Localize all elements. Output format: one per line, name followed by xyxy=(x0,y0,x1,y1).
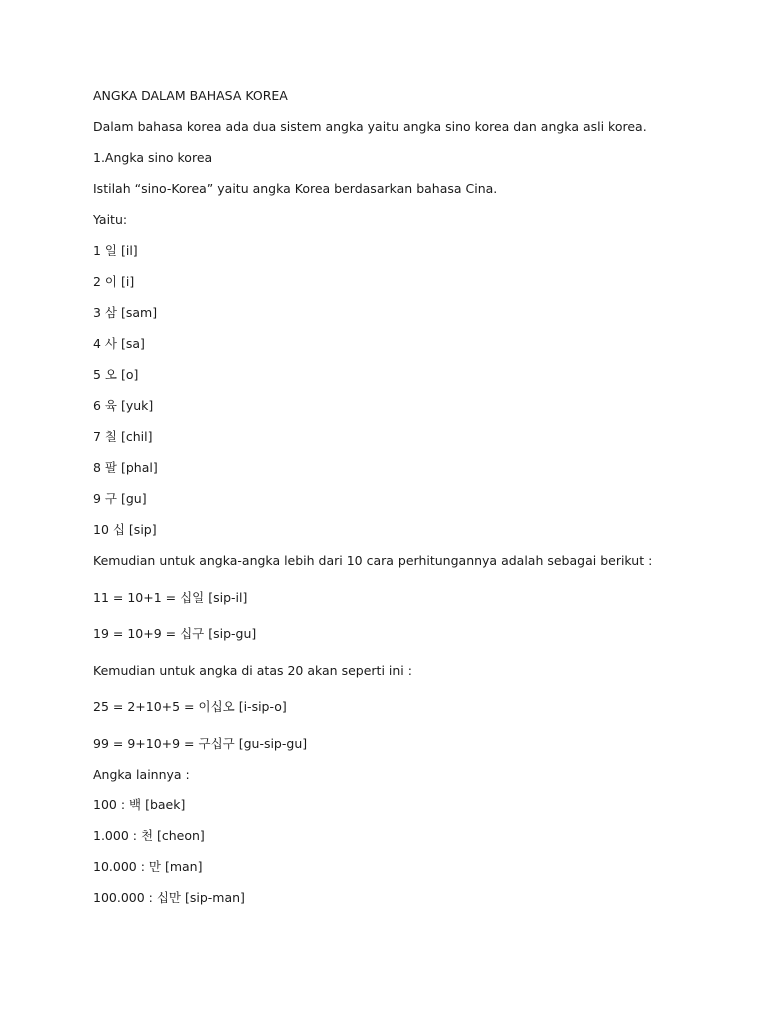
section-heading: 1.Angka sino korea xyxy=(93,150,213,165)
definition-paragraph: Istilah “sino-Korea” yaitu angka Korea berdasarkan bahasa Cina. xyxy=(93,181,498,196)
document-title: ANGKA DALAM BAHASA KOREA xyxy=(93,88,288,103)
list-intro: Angka lainnya : xyxy=(93,767,190,782)
number-entry: 10 십 [sip] xyxy=(93,522,157,537)
number-entry: 5 오 [o] xyxy=(93,367,139,382)
number-entry: 19 = 10+9 = 십구 [sip-gu] xyxy=(93,626,257,641)
number-entry: 2 이 [i] xyxy=(93,274,135,289)
number-entry: 99 = 9+10+9 = 구십구 [gu-sip-gu] xyxy=(93,736,308,751)
number-entry: 6 육 [yuk] xyxy=(93,398,154,413)
number-entry: 3 삼 [sam] xyxy=(93,305,158,320)
number-entry: 8 팔 [phal] xyxy=(93,460,158,475)
number-entry: 25 = 2+10+5 = 이십오 [i-sip-o] xyxy=(93,699,287,714)
number-entry: 10.000 : 만 [man] xyxy=(93,859,203,874)
number-entry: 4 사 [sa] xyxy=(93,336,145,351)
number-entry: 100.000 : 십만 [sip-man] xyxy=(93,890,245,905)
intro-paragraph: Dalam bahasa korea ada dua sistem angka yaitu angka sino korea dan angka asli korea. xyxy=(93,119,647,134)
explanation-paragraph: Kemudian untuk angka-angka lebih dari 10 cara perhitungannya adalah sebagai berikut : xyxy=(93,553,653,568)
number-entry: 11 = 10+1 = 십일 [sip-il] xyxy=(93,590,248,605)
number-entry: 1 일 [il] xyxy=(93,243,138,258)
list-intro: Yaitu: xyxy=(93,212,128,227)
number-entry: 7 칠 [chil] xyxy=(93,429,153,444)
number-entry: 100 : 백 [baek] xyxy=(93,797,186,812)
number-entry: 9 구 [gu] xyxy=(93,491,147,506)
number-entry: 1.000 : 천 [cheon] xyxy=(93,828,205,843)
explanation-paragraph: Kemudian untuk angka di atas 20 akan seperti ini : xyxy=(93,663,412,678)
